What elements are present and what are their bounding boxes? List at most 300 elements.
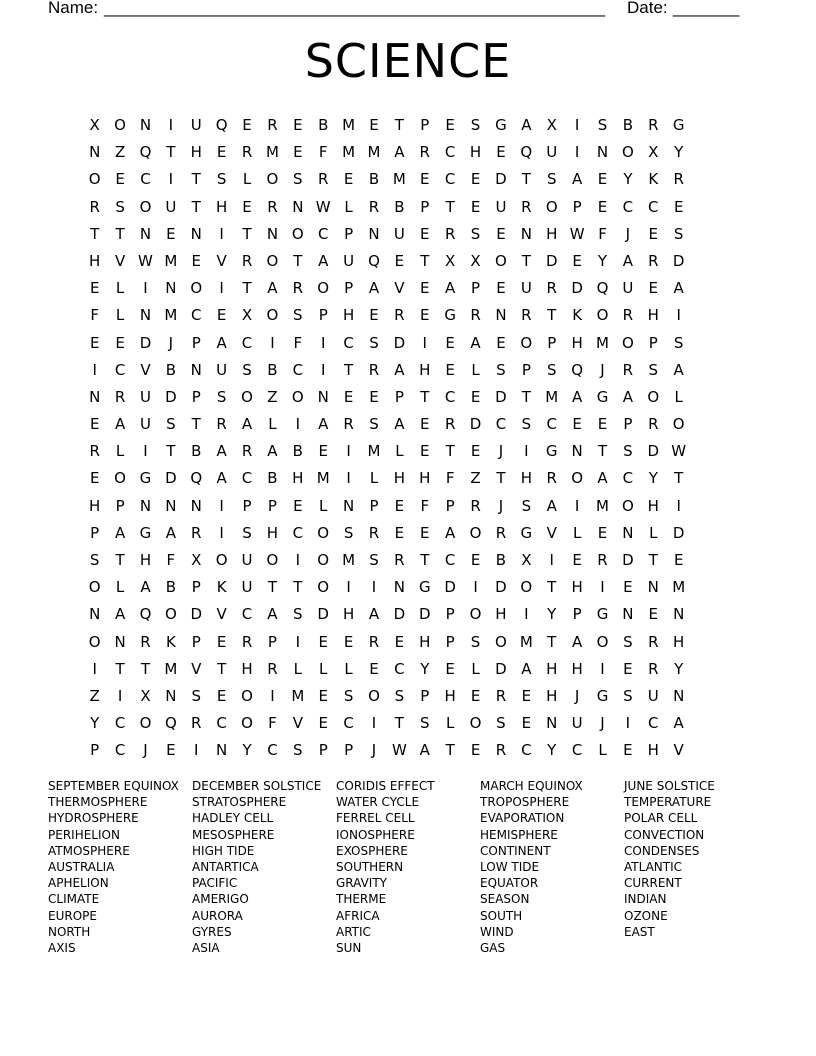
grid-letter[interactable]: R [444, 224, 456, 243]
grid-letter[interactable]: R [648, 251, 659, 270]
grid-letter[interactable]: D [444, 578, 456, 597]
grid-letter[interactable]: P [394, 387, 404, 406]
grid-letter[interactable]: J [574, 686, 580, 705]
grid-letter[interactable]: G [495, 116, 507, 134]
grid-letter[interactable]: D [495, 387, 507, 406]
grid-letter[interactable]: M [265, 143, 279, 162]
grid-letter[interactable]: R [368, 360, 380, 379]
grid-letter[interactable]: D [495, 578, 507, 597]
grid-letter[interactable]: A [673, 360, 684, 379]
grid-letter[interactable]: M [367, 442, 381, 461]
grid-letter[interactable]: L [293, 659, 302, 678]
grid-letter[interactable]: S [623, 686, 633, 705]
grid-letter[interactable]: I [219, 279, 224, 298]
grid-letter[interactable]: O [469, 605, 482, 624]
grid-letter[interactable]: H [571, 333, 583, 352]
grid-letter[interactable]: N [622, 523, 634, 542]
grid-letter[interactable]: A [445, 523, 456, 542]
grid-letter[interactable]: E [420, 224, 430, 243]
grid-letter[interactable]: T [420, 387, 430, 406]
grid-letter[interactable]: E [318, 632, 328, 651]
grid-letter[interactable]: O [266, 551, 279, 569]
grid-letter[interactable]: U [495, 197, 507, 216]
grid-letter[interactable]: E [369, 116, 379, 134]
grid-letter[interactable]: I [92, 659, 97, 678]
grid-letter[interactable]: H [342, 605, 355, 624]
grid-letter[interactable]: C [648, 714, 659, 733]
grid-letter[interactable]: X [191, 551, 202, 569]
grid-letter[interactable]: O [266, 251, 279, 270]
grid-letter[interactable]: V [216, 605, 227, 624]
grid-letter[interactable]: H [571, 659, 583, 678]
grid-letter[interactable]: E [470, 170, 481, 189]
grid-letter[interactable]: O [520, 578, 533, 597]
grid-letter[interactable]: O [621, 143, 634, 162]
grid-letter[interactable]: C [521, 741, 532, 760]
grid-letter[interactable]: P [90, 523, 100, 542]
grid-letter[interactable]: N [292, 197, 304, 216]
grid-letter[interactable]: G [418, 578, 431, 597]
grid-letter[interactable]: T [547, 306, 557, 325]
grid-letter[interactable]: I [295, 632, 301, 651]
grid-letter[interactable]: G [596, 605, 609, 624]
grid-letter[interactable]: W [569, 224, 585, 243]
grid-letter[interactable]: T [115, 551, 125, 569]
grid-letter[interactable]: P [318, 741, 328, 760]
grid-letter[interactable]: R [622, 306, 634, 325]
grid-letter[interactable]: N [114, 632, 126, 651]
grid-letter[interactable]: C [444, 551, 456, 569]
grid-letter[interactable]: N [216, 741, 228, 760]
grid-letter[interactable]: Q [215, 116, 228, 134]
grid-letter[interactable]: S [166, 415, 176, 434]
grid-letter[interactable]: R [241, 632, 253, 651]
grid-letter[interactable]: A [597, 469, 608, 488]
grid-letter[interactable]: A [521, 659, 532, 678]
grid-letter[interactable]: F [90, 306, 100, 325]
grid-letter[interactable]: J [498, 442, 504, 461]
grid-letter[interactable]: A [318, 415, 329, 434]
grid-letter[interactable]: E [470, 197, 481, 216]
grid-letter[interactable]: H [546, 224, 558, 243]
grid-letter[interactable]: E [242, 197, 252, 216]
grid-letter[interactable]: M [164, 306, 178, 325]
grid-letter[interactable]: A [673, 714, 684, 733]
grid-letter[interactable]: T [191, 197, 201, 216]
grid-letter[interactable]: I [346, 578, 351, 597]
grid-letter[interactable]: R [267, 659, 278, 678]
grid-letter[interactable]: E [420, 170, 430, 189]
grid-letter[interactable]: G [596, 686, 609, 705]
grid-letter[interactable]: A [165, 523, 176, 542]
grid-letter[interactable]: H [419, 632, 431, 651]
grid-letter[interactable]: C [571, 741, 583, 760]
grid-letter[interactable]: E [648, 279, 659, 298]
grid-letter[interactable]: H [241, 659, 253, 678]
grid-letter[interactable]: T [521, 387, 531, 406]
grid-letter[interactable]: Y [623, 170, 633, 189]
grid-letter[interactable]: F [420, 496, 430, 515]
grid-letter[interactable]: H [139, 551, 152, 569]
grid-letter[interactable]: T [242, 279, 252, 298]
grid-letter[interactable]: O [317, 578, 330, 597]
grid-letter[interactable]: D [190, 605, 203, 624]
grid-letter[interactable]: E [394, 523, 405, 542]
grid-letter[interactable]: N [571, 442, 583, 461]
grid-letter[interactable]: R [546, 279, 557, 298]
grid-letter[interactable]: O [291, 224, 304, 243]
grid-letter[interactable]: R [444, 415, 456, 434]
grid-letter[interactable]: S [546, 170, 557, 189]
name-field-line[interactable]: _____________________________________________________ [104, 0, 606, 17]
grid-letter[interactable]: I [346, 442, 351, 461]
grid-letter[interactable]: I [219, 523, 224, 542]
grid-letter[interactable]: L [445, 714, 455, 733]
grid-letter[interactable]: C [622, 197, 634, 216]
grid-letter[interactable]: C [495, 415, 507, 434]
grid-letter[interactable]: A [216, 469, 227, 488]
grid-letter[interactable]: G [444, 306, 456, 325]
grid-letter[interactable]: U [647, 686, 659, 705]
grid-letter[interactable]: E [420, 279, 430, 298]
grid-letter[interactable]: L [268, 415, 277, 434]
grid-letter[interactable]: Z [470, 469, 481, 488]
grid-letter[interactable]: I [270, 333, 275, 352]
grid-letter[interactable]: E [572, 551, 582, 569]
grid-letter[interactable]: N [520, 224, 532, 243]
grid-letter[interactable]: R [317, 170, 329, 189]
grid-letter[interactable]: O [469, 714, 482, 733]
grid-letter[interactable]: N [317, 387, 329, 406]
grid-letter[interactable]: N [139, 116, 152, 134]
grid-letter[interactable]: E [496, 333, 506, 352]
grid-letter[interactable]: T [115, 224, 125, 243]
grid-letter[interactable]: I [194, 741, 199, 760]
grid-letter[interactable]: M [342, 551, 356, 569]
grid-letter[interactable]: P [115, 496, 125, 515]
grid-letter[interactable]: I [92, 360, 97, 379]
grid-letter[interactable]: E [343, 170, 354, 189]
grid-letter[interactable]: U [546, 143, 558, 162]
grid-letter[interactable]: R [241, 143, 253, 162]
grid-letter[interactable]: P [420, 686, 430, 705]
grid-letter[interactable]: I [219, 224, 224, 243]
grid-letter[interactable]: P [191, 333, 201, 352]
grid-letter[interactable]: H [546, 659, 558, 678]
grid-letter[interactable]: M [392, 170, 406, 189]
grid-letter[interactable]: B [165, 578, 177, 597]
grid-letter[interactable]: M [342, 143, 356, 162]
grid-letter[interactable]: S [369, 333, 379, 352]
grid-letter[interactable]: O [215, 551, 228, 569]
grid-letter[interactable]: X [445, 251, 456, 270]
grid-letter[interactable]: A [267, 605, 278, 624]
grid-letter[interactable]: O [672, 415, 685, 434]
grid-letter[interactable]: N [89, 605, 101, 624]
grid-letter[interactable]: P [191, 387, 201, 406]
grid-letter[interactable]: R [622, 360, 634, 379]
grid-letter[interactable]: A [546, 496, 557, 515]
grid-letter[interactable]: B [368, 170, 380, 189]
grid-letter[interactable]: H [190, 143, 202, 162]
grid-letter[interactable]: D [165, 387, 177, 406]
grid-letter[interactable]: B [622, 116, 634, 134]
grid-letter[interactable]: R [191, 714, 202, 733]
grid-letter[interactable]: L [344, 659, 353, 678]
grid-letter[interactable]: C [444, 170, 456, 189]
grid-letter[interactable]: E [166, 741, 176, 760]
grid-letter[interactable]: Q [190, 469, 203, 488]
grid-letter[interactable]: O [596, 306, 609, 325]
grid-letter[interactable]: U [571, 714, 583, 733]
grid-letter[interactable]: E [445, 116, 455, 134]
grid-letter[interactable]: X [470, 251, 481, 270]
grid-letter[interactable]: P [445, 632, 455, 651]
grid-letter[interactable]: D [647, 442, 660, 461]
grid-letter[interactable]: P [369, 496, 379, 515]
grid-letter[interactable]: A [368, 605, 380, 624]
grid-letter[interactable]: E [89, 469, 100, 488]
grid-letter[interactable]: E [597, 170, 608, 189]
grid-letter[interactable]: U [190, 116, 202, 134]
grid-letter[interactable]: A [267, 442, 278, 461]
grid-letter[interactable]: A [114, 605, 126, 624]
grid-letter[interactable]: H [292, 469, 304, 488]
grid-letter[interactable]: N [190, 360, 202, 379]
grid-letter[interactable]: S [470, 632, 481, 651]
grid-letter[interactable]: S [242, 360, 252, 379]
grid-letter[interactable]: O [291, 387, 304, 406]
grid-letter[interactable]: I [574, 143, 580, 162]
grid-letter[interactable]: H [216, 197, 228, 216]
grid-letter[interactable]: E [318, 686, 328, 705]
grid-letter[interactable]: N [139, 224, 152, 243]
grid-letter[interactable]: D [317, 605, 329, 624]
grid-letter[interactable]: L [572, 523, 582, 542]
grid-letter[interactable]: C [216, 714, 227, 733]
grid-letter[interactable]: S [394, 686, 405, 705]
grid-letter[interactable]: I [295, 415, 301, 434]
grid-letter[interactable]: O [88, 632, 101, 651]
grid-letter[interactable]: O [621, 333, 634, 352]
grid-letter[interactable]: T [394, 714, 404, 733]
grid-letter[interactable]: I [676, 496, 681, 515]
grid-letter[interactable]: R [368, 197, 380, 216]
grid-letter[interactable]: S [470, 116, 481, 134]
grid-letter[interactable]: B [267, 469, 278, 488]
grid-letter[interactable]: A [267, 279, 278, 298]
grid-letter[interactable]: N [673, 686, 685, 705]
grid-letter[interactable]: M [367, 143, 381, 162]
grid-letter[interactable]: I [524, 605, 529, 624]
grid-letter[interactable]: U [241, 551, 253, 569]
grid-letter[interactable]: I [295, 551, 301, 569]
grid-letter[interactable]: Q [571, 360, 584, 379]
grid-letter[interactable]: A [114, 415, 126, 434]
grid-letter[interactable]: U [139, 415, 151, 434]
grid-letter[interactable]: O [241, 686, 253, 705]
grid-letter[interactable]: H [647, 741, 659, 760]
grid-letter[interactable]: N [393, 578, 405, 597]
grid-letter[interactable]: O [495, 632, 507, 651]
grid-letter[interactable]: E [470, 551, 481, 569]
grid-letter[interactable]: E [369, 306, 379, 325]
grid-letter[interactable]: Q [368, 251, 380, 270]
grid-letter[interactable]: L [344, 197, 353, 216]
grid-letter[interactable]: E [216, 632, 227, 651]
grid-letter[interactable]: S [420, 714, 430, 733]
grid-letter[interactable]: N [165, 496, 177, 515]
grid-letter[interactable]: A [419, 741, 430, 760]
grid-letter[interactable]: C [343, 714, 354, 733]
grid-letter[interactable]: N [139, 496, 152, 515]
grid-letter[interactable]: J [371, 741, 377, 760]
grid-letter[interactable]: C [191, 306, 202, 325]
grid-letter[interactable]: R [521, 306, 532, 325]
grid-letter[interactable]: E [597, 197, 608, 216]
grid-letter[interactable]: L [674, 387, 683, 406]
grid-letter[interactable]: E [445, 360, 455, 379]
grid-letter[interactable]: G [672, 116, 685, 134]
grid-letter[interactable]: P [267, 496, 277, 515]
grid-letter[interactable]: T [191, 415, 201, 434]
grid-letter[interactable]: A [521, 116, 532, 134]
grid-letter[interactable]: E [293, 143, 303, 162]
grid-letter[interactable]: O [266, 306, 279, 325]
grid-letter[interactable]: R [267, 197, 278, 216]
grid-letter[interactable]: P [191, 632, 201, 651]
grid-letter[interactable]: E [394, 496, 405, 515]
grid-letter[interactable]: S [293, 741, 303, 760]
grid-letter[interactable]: R [114, 387, 126, 406]
grid-letter[interactable]: E [470, 686, 481, 705]
grid-letter[interactable]: R [368, 523, 380, 542]
grid-letter[interactable]: E [318, 714, 328, 733]
grid-letter[interactable]: H [444, 686, 456, 705]
grid-letter[interactable]: V [191, 659, 202, 678]
grid-letter[interactable]: E [89, 415, 100, 434]
grid-letter[interactable]: D [571, 279, 583, 298]
grid-letter[interactable]: I [219, 496, 224, 515]
grid-letter[interactable]: R [267, 116, 278, 134]
grid-letter[interactable]: S [470, 224, 481, 243]
grid-letter[interactable]: O [241, 387, 253, 406]
grid-letter[interactable]: T [394, 116, 404, 134]
grid-letter[interactable]: E [293, 496, 303, 515]
grid-letter[interactable]: C [114, 360, 126, 379]
grid-letter[interactable]: C [444, 387, 456, 406]
grid-letter[interactable]: A [622, 387, 634, 406]
grid-letter[interactable]: P [344, 279, 354, 298]
grid-letter[interactable]: E [521, 686, 532, 705]
grid-letter[interactable]: O [368, 686, 380, 705]
grid-letter[interactable]: T [166, 442, 176, 461]
grid-letter[interactable]: H [571, 578, 583, 597]
grid-letter[interactable]: W [671, 442, 687, 461]
grid-letter[interactable]: C [648, 197, 659, 216]
grid-letter[interactable]: R [597, 551, 608, 569]
grid-letter[interactable]: L [115, 306, 125, 325]
grid-letter[interactable]: M [342, 116, 356, 134]
grid-letter[interactable]: L [471, 659, 480, 678]
grid-letter[interactable]: E [369, 659, 379, 678]
grid-letter[interactable]: R [470, 496, 481, 515]
grid-letter[interactable]: O [317, 279, 330, 298]
grid-letter[interactable]: E [496, 224, 506, 243]
grid-letter[interactable]: T [547, 632, 557, 651]
grid-letter[interactable]: R [394, 551, 405, 569]
grid-letter[interactable]: I [371, 578, 377, 597]
grid-letter[interactable]: X [546, 116, 557, 134]
grid-letter[interactable]: S [216, 170, 227, 189]
grid-letter[interactable]: T [344, 360, 354, 379]
grid-letter[interactable]: N [165, 686, 177, 705]
grid-letter[interactable]: M [164, 251, 178, 270]
grid-letter[interactable]: V [114, 251, 126, 270]
grid-letter[interactable]: R [394, 306, 405, 325]
grid-letter[interactable]: L [319, 496, 328, 515]
grid-letter[interactable]: P [191, 578, 201, 597]
grid-letter[interactable]: S [293, 605, 303, 624]
grid-letter[interactable]: S [115, 197, 125, 216]
grid-letter[interactable]: E [216, 306, 227, 325]
grid-letter[interactable]: D [139, 333, 152, 352]
grid-letter[interactable]: T [648, 551, 658, 569]
grid-letter[interactable]: A [114, 523, 126, 542]
grid-letter[interactable]: V [673, 741, 684, 760]
grid-letter[interactable]: Q [139, 143, 152, 162]
grid-letter[interactable]: N [368, 224, 380, 243]
grid-letter[interactable]: Q [520, 143, 533, 162]
grid-letter[interactable]: O [88, 170, 101, 189]
grid-letter[interactable]: T [547, 578, 557, 597]
grid-letter[interactable]: D [418, 605, 431, 624]
grid-letter[interactable]: R [216, 415, 227, 434]
grid-letter[interactable]: I [320, 333, 326, 352]
grid-letter[interactable]: U [139, 387, 151, 406]
grid-letter[interactable]: E [445, 659, 455, 678]
grid-letter[interactable]: E [216, 143, 227, 162]
grid-letter[interactable]: T [521, 251, 531, 270]
grid-letter[interactable]: J [498, 496, 504, 515]
grid-letter[interactable]: N [647, 578, 659, 597]
grid-letter[interactable]: J [600, 360, 605, 379]
grid-letter[interactable]: A [445, 279, 456, 298]
grid-letter[interactable]: K [165, 632, 176, 651]
grid-letter[interactable]: R [343, 415, 354, 434]
grid-letter[interactable]: S [369, 415, 379, 434]
grid-letter[interactable]: I [143, 442, 148, 461]
grid-letter[interactable]: H [546, 686, 558, 705]
grid-letter[interactable]: N [495, 306, 507, 325]
grid-letter[interactable]: O [266, 170, 279, 189]
grid-letter[interactable]: A [571, 170, 583, 189]
grid-letter[interactable]: J [625, 224, 631, 243]
grid-letter[interactable]: V [394, 279, 405, 298]
grid-letter[interactable]: T [496, 469, 506, 488]
grid-letter[interactable]: S [673, 333, 684, 352]
grid-letter[interactable]: L [115, 578, 125, 597]
grid-letter[interactable]: P [521, 360, 531, 379]
grid-letter[interactable]: E [673, 551, 684, 569]
grid-letter[interactable]: X [89, 116, 100, 134]
grid-letter[interactable]: G [139, 523, 152, 542]
grid-letter[interactable]: N [596, 143, 609, 162]
grid-letter[interactable]: H [520, 469, 532, 488]
grid-letter[interactable]: T [166, 143, 176, 162]
grid-letter[interactable]: N [622, 605, 634, 624]
grid-letter[interactable]: E [597, 415, 608, 434]
